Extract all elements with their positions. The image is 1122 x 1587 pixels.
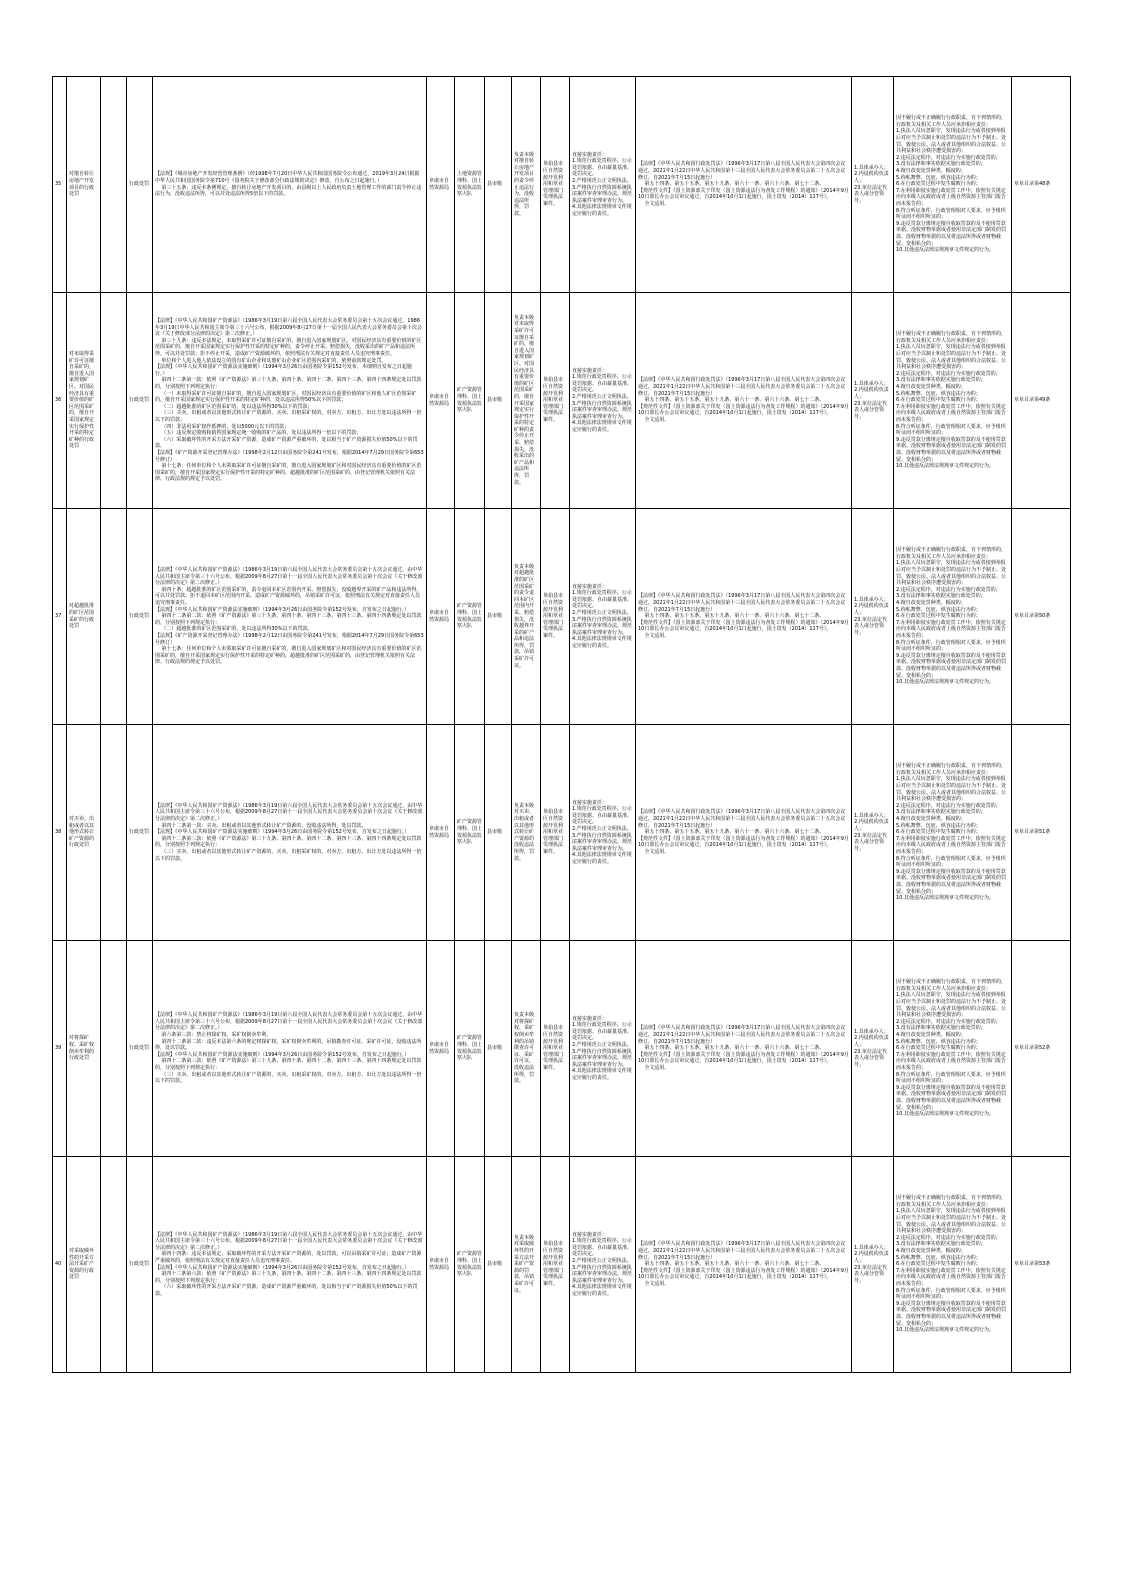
basis-text: 【法律】《中华人民共和国矿产资源法》（1986年3月19日第六届全国人民代表大会常务委员会第十五次会议通过，由中华人民共和国主席令第三十六号公布，根据2009年8月27日第十一届全国人民代表大会常务委员会第十次会议《关于修改部分法律的决定》第二次修正。） 第四十条：超越批准的矿区范围采矿的，责令退回本矿区范围内开采、赔偿损失，没收越界开采的矿产品和违法所得，可以并处罚款；拒不退回本矿区范围内开采，造成矿产资源破坏的，吊销采矿许可证，依照刑法有关规定对直接责任人员追究刑事责任。 【法规】《中华人民共和国矿产资源法实施细则》（1994年3月26日由国务院令第152号发布，自发布之日起施行。） 第四十二条第二款：依照《矿产资源法》第三十九条、第四十条、第四十二条、第四十三条、第四十四条规定处以罚款的，分别按照下列规定执行： （二）超越批准的矿区范围采矿的，处以违法所得30%以下的罚款。 【法规】《矿产资源开采登记管理办法》（1998年2月12日由国务院令第241号发布，根据2014年7月29日国务院令第653号修订） 第十七条：任何单位和个人未领取采矿许可证擅自采矿的，擅自进入国家规划矿区和对国民经济具有重要价值的矿区范围采矿的，擅自开采国家规定实行保护性开采的特定矿种的，超越批准的矿区范围采矿的，由登记管理机关依照有关法律、行政法规的规定予以处罚。 xyxy=(155,567,424,666)
sub-item-cell xyxy=(101,725,127,941)
item-name-cell xyxy=(67,941,101,1157)
name-text: 对采取破坏性的开采方法开采矿产资源的行政处罚 xyxy=(69,1248,95,1281)
org-text: 阜康市自然资源局 xyxy=(429,1041,450,1055)
coop-text: 垦拍县市区自然资源开发利用和草业管理部门受理执法案件。 xyxy=(543,593,564,639)
unit-text: 矿产资源管理科、国土资源执法监察大队 xyxy=(457,819,483,846)
level-cell xyxy=(485,509,512,725)
seq-cell xyxy=(53,725,67,941)
subject-cell xyxy=(852,509,894,725)
seq-cell xyxy=(53,1157,67,1373)
coop-cell xyxy=(541,293,570,509)
coop-text: 垦拍县市区自然资源开发利用和草业管理部门受理执法案件。 xyxy=(543,1241,564,1287)
org-text: 阜康市自然资源局 xyxy=(429,177,450,191)
level-cell xyxy=(485,725,512,941)
subject-text: 1.具体承办人； 2.内设机构负责人； 23.单位法定代表人或分管领导。 xyxy=(854,164,889,204)
basis-text: 【法规】《城市房地产开发经营管理条例》（经1998年7月20日中华人民共和国国务院令公布通过，2019年3月24日根据中华人民共和国国务院令第710号《国务院关于修改部分行政法规的决定》修改，自公布之日起施行。） 第三十五条：违反本条例规定，擅自转让房地产开发项目的，由县级以上人民政府负责土地管理工作的部门责令停止违法行为，没收违法所得，可以并处违法所得5倍以下的罚款。 xyxy=(155,171,422,198)
coop-cell xyxy=(541,941,570,1157)
accountability-cell xyxy=(894,1157,1012,1373)
subject-text: 1.具体承办人； 2.内设机构负责人； 23.单位法定代表人或分管领导。 xyxy=(854,380,889,420)
cond-text: 因不履行或不正确履行行政职责，有下列情形的，行政机关及相关工作人员应承担相应责任： 1.执法人员玩忽职守，发现违法行为或者接到举报后对应当予以制止和处罚的违法行为不予制止、处罚，致使公民、法人或者其他组织的合法权益、公共利益和社会秩序遭受损害的； 2.违反法定程序，对违法行为实施行政处罚的； 3.没有法律和事实依据实施行政处罚的； 4.擅自改变处罚种类、幅度的； 5.徇私舞弊、包庇、纵容违法行为的； 6.在行政处罚过程中发生腐败行为的； 7.在利用职权实施行政处罚工作中，依照有关规定应向本级人民政府或者上级自然资源主管部门报告而未报告的； 8.符合听证条件、行政管理相对人要求，应予组织听证而不组织听证的； 9.违反罚款分离规定擅自收取罚款的及不使用罚款单据、没收财物单据或者使用非法定部门制发的罚款、没收财物单据的以及将违法所得或者财物截留、变相私分的； 10.其他违反法律法规规章文件规定的行为。 xyxy=(896,1195,1007,1334)
org-text: 阜康市自然资源局 xyxy=(429,393,450,407)
org-cell xyxy=(427,77,455,293)
subject-cell xyxy=(852,941,894,1157)
duty-text: 直接实施责任： 1.规范行政处罚程序，公示处罚依据、自由裁量基准、处罚决定。 2.严格规范公正文明执法。 3.严格执行自然资源系统执法案件审查审理办法，规范执法案件审理审查行为。 4.其他法律法规规章文件规定应履行的责任。 xyxy=(572,151,633,217)
accountability-cell xyxy=(894,941,1012,1157)
duty-cell xyxy=(570,509,636,725)
unit-cell xyxy=(455,941,485,1157)
level-text: 县市级 xyxy=(487,1261,503,1268)
inner-flow-cell xyxy=(512,1157,541,1373)
level-cell xyxy=(485,941,512,1157)
item-name-cell xyxy=(67,293,101,509)
responsibility-basis-cell xyxy=(636,1157,852,1373)
law-text: 【法律】《中华人民共和国行政处罚法》（1996年3月17日第八届全国人民代表大会第四次会议通过，2021年1月22日中华人民共和国第十三届全国人民代表大会常务委员会第二十五次会议修订，自2021年7月15日起施行） 第五十四条、第五十五条、第五十九条、第六十一条、第六十六条、第七十二条。 【规范性文件】《国土资源部关于印发〈国土资源违法行为查处工作规程〉的通知》（2014年9月10日部长办公会议审议通过，自2014年10月1日起施行，国土资发（2014）117号）。 全文适用。 xyxy=(638,377,849,423)
subject-text: 1.具体承办人； 2.内设机构负责人； 23.单位法定代表人或分管领导。 xyxy=(854,1244,889,1284)
power-type-cell xyxy=(127,509,153,725)
table-row xyxy=(53,77,1071,293)
duty-cell xyxy=(570,77,636,293)
cond-text: 因不履行或不正确履行行政职责，有下列情形的，行政机关及相关工作人员应承担相应责任： 1.执法人员玩忽职守，发现违法行为或者接到举报后对应当予以制止和处罚的违法行为不予制止、处罚，致使公民、法人或者其他组织的合法权益、公共利益和社会秩序遭受损害的； 2.违反法定程序，对违法行为实施行政处罚的； 3.没有法律和事实依据实施行政处罚的； 4.擅自改变处罚种类、幅度的； 5.徇私舞弊、包庇、纵容违法行为的； 6.在行政处罚过程中发生腐败行为的； 7.在利用职权实施行政处罚工作中，依照有关规定应向本级人民政府或者上级自然资源主管部门报告而未报告的； 8.符合听证条件、行政管理相对人要求，应予组织听证而不组织听证的； 9.违反罚款分离规定擅自收取罚款的及不使用罚款单据、没收财物单据或者使用非法定部门制发的罚款、没收财物单据的以及将违法所得或者财物截留、变相私分的； 10.其他违反法律法规规章文件规定的行为。 xyxy=(896,979,1007,1118)
name-text: 对将探矿权、采矿权倒卖牟利的行政处罚 xyxy=(69,1035,95,1062)
duty-text: 直接实施责任： 1.规范行政处罚程序，公示处罚依据、自由裁量基准、处罚决定。 2.严格规范公正文明执法。 3.严格执行自然资源系统执法案件审查审理办法，规范执法案件审理审查行为。 4.其他法律法规规章文件规定应履行的责任。 xyxy=(572,1231,633,1297)
subject-text: 1.具体承办人； 2.内设机构负责人； 23.单位法定代表人或分管领导。 xyxy=(854,812,889,852)
note-text: 阜阜目录第50条 xyxy=(1014,613,1051,620)
legal-basis-cell xyxy=(153,293,427,509)
inner-flow-cell xyxy=(512,509,541,725)
org-cell xyxy=(427,941,455,1157)
unit-text: 土地资源管理科、国土资源执法监察大队 xyxy=(457,171,483,198)
power-type-cell xyxy=(127,77,153,293)
duty-cell xyxy=(570,941,636,1157)
org-text: 阜康市自然资源局 xyxy=(429,825,450,839)
accountability-cell xyxy=(894,509,1012,725)
type-text: 行政处罚 xyxy=(129,397,150,404)
power-list-table xyxy=(52,76,1071,1373)
inner-text: 负责本级对未取得采矿许可证擅自采矿的，擅自进入国家规划矿区、对国民经济具有重要价值的矿区范围采矿的，擅自开采国家规定实行保护性开采的特定矿种的责令停止开采、赔偿损失，没收采出的矿产品和违法所得，罚款。 xyxy=(514,314,535,486)
law-text: 【法律】《中华人民共和国行政处罚法》（1996年3月17日第八届全国人民代表大会第四次会议通过，2021年1月22日中华人民共和国第十三届全国人民代表大会常务委员会第二十五次会议修订，自2021年7月15日起施行） 第五十四条、第五十五条、第五十九条、第六十一条、第六十六条、第七十二条。 【规范性文件】《国土资源部关于印发〈国土资源违法行为查处工作规程〉的通知》（2014年9月10日部长办公会议审议通过，自2014年10月1日起施行，国土资发（2014）117号）。 全文适用。 xyxy=(638,1241,849,1287)
sub-item-cell xyxy=(101,509,127,725)
sub-item-cell xyxy=(101,293,127,509)
table-row xyxy=(53,941,1071,1157)
duty-cell xyxy=(570,1157,636,1373)
coop-cell xyxy=(541,725,570,941)
duty-cell xyxy=(570,293,636,509)
org-cell xyxy=(427,1157,455,1373)
coop-text: 垦拍县市区自然资源开发利用和草业管理部门受理执法案件。 xyxy=(543,809,564,855)
responsibility-basis-cell xyxy=(636,725,852,941)
subject-text: 1.具体承办人； 2.内设机构负责人； 23.单位法定代表人或分管领导。 xyxy=(854,596,889,636)
duty-text: 直接实施责任： 1.规范行政处罚程序，公示处罚依据、自由裁量基准、处罚决定。 2.严格规范公正文明执法。 3.严格执行自然资源系统执法案件审查审理办法，规范执法案件审理审查行为。 4.其他法律法规规章文件规定应履行的责任。 xyxy=(572,799,633,865)
law-text: 【法律】《中华人民共和国行政处罚法》（1996年3月17日第八届全国人民代表大会第四次会议通过，2021年1月22日中华人民共和国第十三届全国人民代表大会常务委员会第二十五次会议修订，自2021年7月15日起施行） 第五十四条、第五十五条、第五十九条、第六十一条、第六十六条、第七十二条。 【规范性文件】《国土资源部关于印发〈国土资源违法行为查处工作规程〉的通知》（2014年9月10日部长办公会议审议通过，自2014年10月1日起施行，国土资发（2014）117号）。 全文适用。 xyxy=(638,809,849,855)
sub-item-cell xyxy=(101,941,127,1157)
sub-item-cell xyxy=(101,77,127,293)
unit-text: 矿产资源管理科、国土资源执法监察大队 xyxy=(457,1251,483,1278)
table-row xyxy=(53,1157,1071,1373)
org-cell xyxy=(427,725,455,941)
seq-cell xyxy=(53,293,67,509)
basis-text: 【法律】《中华人民共和国矿产资源法》（1986年3月19日第六届全国人民代表大会常务委员会第十五次会议通过，1986年3月19日中华人民共和国主席令第三十六号公布，根据2009年8月27日第十一届全国人民代表大会常务委员会第十次会议《关于修改部分法律的决定》第二次修正。） 第三十九条：违反本法规定，未取得采矿许可证擅自采矿的，擅自进入国家规划矿区、对国民经济具有重要价值的矿区范围采矿的，擅自开采国家规定实行保护性开采的特定矿种的，责令停止开采、赔偿损失，没收采出的矿产品和违法所得，可以并处罚款；拒不停止开采，造成矿产资源破坏的，依照刑法有关规定对直接责任人员追究刑事责任。 单位和个人进入他人依法设立的国有矿山企业和其他矿山企业矿区范围内采矿的，依照前款规定处罚。 【法规】《中华人民共和国矿产资源法实施细则》（1994年3月26日由国务院令第152号发布，本细则自发布之日起施行。） 第四十二条第一款：依照《矿产资源法》第三十九条、第四十条、第四十二条、第四十三条、第四十四条规定处以罚款的，分别按照下列规定执行： （一）未取得采矿许可证擅自采矿的，擅自进入国家规划矿区、对国民经济具有重要价值的矿区和他人矿区范围采矿的，擅自开采国家规定实行保护性开采的特定矿种的，处以违法所得50%以下的罚款； （二）超越批准的矿区范围采矿的，处以违法所得30%以下的罚款； （三）买卖、出租或者以其他形式转让矿产资源的，买卖、出租采矿权的，对卖方、出租方、出让方处以违法所得一倍以下的罚款； （四）非法用采矿权作抵押的，处以5000元以下的罚款； （五）违反规定收购和销售国家规定统一收购的矿产品的，处以违法所得一倍以下的罚款； （六）采取破坏性的开采方法开采矿产资源，造成矿产资源严重破坏的，处以相当于矿产资源损失价值50%以下的罚款。 【法规】《矿产资源开采登记管理办法》（1998年2月12日由国务院令第241号发布，根据2014年7月29日国务院令第653号修订） 第十七条：任何单位和个人未领取采矿许可证擅自采矿的，擅自进入国家规划矿区和对国民经济具有重要价值的矿区范围采矿的，擅自开采国家规定实行保护性开采的特定矿种的，超越批准的矿区范围采矿的，由登记管理机关依照有关法律、行政法规的规定予以处罚。 xyxy=(155,318,424,483)
org-text: 阜康市自然资源局 xyxy=(429,609,450,623)
seq-cell xyxy=(53,941,67,1157)
sub-item-cell xyxy=(101,1157,127,1373)
accountability-cell xyxy=(894,77,1012,293)
coop-text: 垦拍县市区自然资源开发利用和草业管理部门受理执法案件。 xyxy=(543,377,564,423)
level-cell xyxy=(485,77,512,293)
inner-flow-cell xyxy=(512,293,541,509)
org-cell xyxy=(427,509,455,725)
responsibility-basis-cell xyxy=(636,293,852,509)
inner-text: 负责本级对超越批准的矿区范围采矿的责令退回本矿区范围内开采、赔偿损失，没收越界开采的矿产品和违法所得，罚款，吊销采矿许可证。 xyxy=(514,563,535,669)
note-cell xyxy=(1012,725,1071,941)
cond-text: 因不履行或不正确履行行政职责，有下列情形的，行政机关及相关工作人员应承担相应责任： 1.执法人员玩忽职守，发现违法行为或者接到举报后对应当予以制止和处罚的违法行为不予制止、处罚，致使公民、法人或者其他组织的合法权益、公共利益和社会秩序遭受损害的； 2.违反法定程序，对违法行为实施行政处罚的； 3.没有法律和事实依据实施行政处罚的； 4.擅自改变处罚种类、幅度的； 5.徇私舞弊、包庇、纵容违法行为的； 6.在行政处罚过程中发生腐败行为的； 7.在利用职权实施行政处罚工作中，依照有关规定应向本级人民政府或者上级自然资源主管部门报告而未报告的； 8.符合听证条件、行政管理相对人要求，应予组织听证而不组织听证的； 9.违反罚款分离规定擅自收取罚款的及不使用罚款单据、没收财物单据或者使用非法定部门制发的罚款、没收财物单据的以及将违法所得或者财物截留、变相私分的； 10.其他违反法律法规规章文件规定的行为。 xyxy=(896,763,1007,902)
subject-cell xyxy=(852,77,894,293)
note-text: 阜阜目录第52条 xyxy=(1014,1045,1051,1052)
subject-cell xyxy=(852,725,894,941)
responsibility-basis-cell xyxy=(636,941,852,1157)
legal-basis-cell xyxy=(153,725,427,941)
duty-cell xyxy=(570,725,636,941)
seq-cell xyxy=(53,509,67,725)
duty-text: 直接实施责任： 1.规范行政处罚程序，公示处罚依据、自由裁量基准、处罚决定。 2.严格规范公正文明执法。 3.严格执行自然资源系统执法案件审查审理办法，规范执法案件审理审查行为。 4.其他法律法规规章文件规定应履行的责任。 xyxy=(572,583,633,649)
name-text: 对擅自转让房地产开发项目的行政处罚 xyxy=(69,171,95,198)
org-text: 阜康市自然资源局 xyxy=(429,1257,450,1271)
seq-text: 35 xyxy=(55,181,62,188)
cond-text: 因不履行或不正确履行行政职责，有下列情形的，行政机关及相关工作人员应承担相应责任： 1.执法人员玩忽职守，发现违法行为或者接到举报后对应当予以制止和处罚的违法行为不予制止、处罚，致使公民、法人或者其他组织的合法权益、公共利益和社会秩序遭受损害的； 2.违反法定程序，对违法行为实施行政处罚的； 3.没有法律和事实依据实施行政处罚的； 4.擅自改变处罚种类、幅度的； 5.徇私舞弊、包庇、纵容违法行为的； 6.在行政处罚过程中发生腐败行为的； 7.在利用职权实施行政处罚工作中，依照有关规定应向本级人民政府或者上级自然资源主管部门报告而未报告的； 8.符合听证条件、行政管理相对人要求，应予组织听证而不组织听证的； 9.违反罚款分离规定擅自收取罚款的及不使用罚款单据、没收财物单据或者使用非法定部门制发的罚款、没收财物单据的以及将违法所得或者财物截留、变相私分的； 10.其他违反法律法规规章文件规定的行为。 xyxy=(896,331,1007,470)
level-text: 县市级 xyxy=(487,397,503,404)
org-cell xyxy=(427,293,455,509)
coop-cell xyxy=(541,1157,570,1373)
level-text: 县市级 xyxy=(487,1045,503,1052)
power-type-cell xyxy=(127,293,153,509)
legal-basis-cell xyxy=(153,941,427,1157)
cond-text: 因不履行或不正确履行行政职责，有下列情形的，行政机关及相关工作人员应承担相应责任： 1.执法人员玩忽职守，发现违法行为或者接到举报后对应当予以制止和处罚的违法行为不予制止、处罚，致使公民、法人或者其他组织的合法权益、公共利益和社会秩序遭受损害的； 2.违反法定程序，对违法行为实施行政处罚的； 3.没有法律和事实依据实施行政处罚的； 4.擅自改变处罚种类、幅度的； 5.徇私舞弊、包庇、纵容违法行为的； 6.在行政处罚过程中发生腐败行为的； 7.在利用职权实施行政处罚工作中，依照有关规定应向本级人民政府或者上级自然资源主管部门报告而未报告的； 8.符合听证条件、行政管理相对人要求，应予组织听证而不组织听证的； 9.违反罚款分离规定擅自收取罚款的及不使用罚款单据、没收财物单据或者使用非法定部门制发的罚款、没收财物单据的以及将违法所得或者财物截留、变相私分的； 10.其他违反法律法规规章文件规定的行为。 xyxy=(896,115,1007,254)
name-text: 对买卖、出租或者以其他形式转让矿产资源的行政处罚 xyxy=(69,816,95,849)
responsibility-basis-cell xyxy=(636,509,852,725)
inner-text: 负责本级对将探矿权、采矿权倒卖牟利的吊销勘查许可证、采矿许可证，没收违法所得，罚款。 xyxy=(514,1012,535,1085)
note-cell xyxy=(1012,1157,1071,1373)
legal-basis-cell xyxy=(153,77,427,293)
seq-text: 38 xyxy=(55,829,62,836)
table-row xyxy=(53,509,1071,725)
coop-text: 垦拍县市区自然资源开发利用和草业管理部门受理执法案件。 xyxy=(543,1025,564,1071)
coop-cell xyxy=(541,77,570,293)
item-name-cell xyxy=(67,1157,101,1373)
legal-basis-cell xyxy=(153,509,427,725)
unit-cell xyxy=(455,725,485,941)
accountability-cell xyxy=(894,725,1012,941)
law-text: 【法律】《中华人民共和国行政处罚法》（1996年3月17日第八届全国人民代表大会第四次会议通过，2021年1月22日中华人民共和国第十三届全国人民代表大会常务委员会第二十五次会议修订，自2021年7月15日起施行） 第五十四条、第五十五条、第五十九条、第六十一条、第六十六条、第七十二条。 【规范性文件】《国土资源部关于印发〈国土资源违法行为查处工作规程〉的通知》（2014年9月10日部长办公会议审议通过，自2014年10月1日起施行，国土资发（2014）117号）。 全文适用。 xyxy=(638,1025,849,1071)
note-cell xyxy=(1012,509,1071,725)
type-text: 行政处罚 xyxy=(129,181,150,188)
seq-cell xyxy=(53,77,67,293)
item-name-cell xyxy=(67,77,101,293)
inner-text: 负责本级对买卖、出租或者以其他形式转让矿产资源的没收违法所得，罚款。 xyxy=(514,802,535,862)
power-type-cell xyxy=(127,1157,153,1373)
inner-text: 负责本级对擅自转让房地产开发项目的责令停止违法行为，没收违法所得，罚款。 xyxy=(514,151,535,217)
note-cell xyxy=(1012,77,1071,293)
name-text: 对未取得采矿许可证擅自采矿的，擅自进入国家规划矿区、对国民经济具有重要价值的矿区范围采矿的，擅自开采国家规定实行保护性开采的特定矿种的行政处罚 xyxy=(69,351,95,450)
seq-text: 39 xyxy=(55,1045,62,1052)
basis-text: 【法律】《中华人民共和国矿产资源法》（1986年3月19日第六届全国人民代表大会常务委员会第十五次会议通过，由中华人民共和国主席令第三十六号公布，根据2009年8月27日第十一届全国人民代表大会常务委员会第十次会议《关于修改部分法律的决定》第二次修正。） 第四十二条第一款：买卖、出租或者以其他形式转让矿产资源的，没收违法所得，处以罚款。 【法规】《中华人民共和国矿产资源法实施细则》（1994年3月26日由国务院令第152号发布，自发布之日起施行。） 第四十二条第三款：依照《矿产资源法》第三十九条、第四十条、第四十二条、第四十三条、第四十四条规定处以罚款的，分别按照下列规定执行： （三）买卖、出租或者以其他形式转让矿产资源的，买卖、出租采矿权的，对卖方、出租方、出让方处以违法所得一倍以下的罚款。 xyxy=(155,802,423,862)
item-name-cell xyxy=(67,509,101,725)
unit-text: 矿产资源管理科、国土资源执法监察大队 xyxy=(457,1035,483,1062)
legal-basis-cell xyxy=(153,1157,427,1373)
note-cell xyxy=(1012,941,1071,1157)
accountability-cell xyxy=(894,293,1012,509)
cond-text: 因不履行或不正确履行行政职责，有下列情形的，行政机关及相关工作人员应承担相应责任： 1.执法人员玩忽职守，发现违法行为或者接到举报后对应当予以制止和处罚的违法行为不予制止、处罚，致使公民、法人或者其他组织的合法权益、公共利益和社会秩序遭受损害的； 2.违反法定程序，对违法行为实施行政处罚的； 3.没有法律和事实依据实施行政处罚的； 4.擅自改变处罚种类、幅度的； 5.徇私舞弊、包庇、纵容违法行为的； 6.在行政处罚过程中发生腐败行为的； 7.在利用职权实施行政处罚工作中，依照有关规定应向本级人民政府或者上级自然资源主管部门报告而未报告的； 8.符合听证条件、行政管理相对人要求，应予组织听证而不组织听证的； 9.违反罚款分离规定擅自收取罚款的及不使用罚款单据、没收财物单据或者使用非法定部门制发的罚款、没收财物单据的以及将违法所得或者财物截留、变相私分的； 10.其他违反法律法规规章文件规定的行为。 xyxy=(896,547,1007,686)
subject-cell xyxy=(852,1157,894,1373)
unit-text: 矿产资源管理科、国土资源执法监察大队 xyxy=(457,387,483,414)
coop-cell xyxy=(541,509,570,725)
power-type-cell xyxy=(127,941,153,1157)
basis-text: 【法律】《中华人民共和国矿产资源法》（1986年3月19日第六届全国人民代表大会常务委员会第十五次会议通过，由中华人民共和国主席令第三十六号公布，根据2009年8月27日第十一届全国人民代表大会常务委员会第十次会议《关于修改部分法律的决定》第二次修正。） 第六条第三款：禁止将探矿权、采矿权倒卖牟利。 第四十二条第二款：违反本法第六条的规定将探矿权、采矿权倒卖牟利的，吊销勘查许可证、采矿许可证，没收违法所得，处以罚款。 【法规】《中华人民共和国矿产资源法实施细则》（1994年3月26日由国务院令第152号发布，自发布之日起施行。） 第四十二条第三款：依照《矿产资源法》第三十九条、第四十条、第四十二条、第四十三条、第四十四条规定处以罚款的，分别按照下列规定执行： （三）买卖、出租或者以其他形式转让矿产资源的，买卖、出租采矿权的，对卖方、出租方、出让方处以违法所得一倍以下的罚款。 xyxy=(155,1012,423,1085)
type-text: 行政处罚 xyxy=(129,1045,150,1052)
power-type-cell xyxy=(127,725,153,941)
level-cell xyxy=(485,293,512,509)
duty-text: 直接实施责任： 1.规范行政处罚程序，公示处罚依据、自由裁量基准、处罚决定。 2.严格规范公正文明执法。 3.严格执行自然资源系统执法案件审查审理办法，规范执法案件审理审查行为。 4.其他法律法规规章文件规定应履行的责任。 xyxy=(572,1015,633,1081)
subject-cell xyxy=(852,293,894,509)
note-text: 阜阜目录第51条 xyxy=(1014,829,1051,836)
law-text: 【法律】《中华人民共和国行政处罚法》（1996年3月17日第八届全国人民代表大会第四次会议通过，2021年1月22日中华人民共和国第十三届全国人民代表大会常务委员会第二十五次会议修订，自2021年7月15日起施行） 第五十四条、第五十五条、第五十九条、第六十一条、第六十六条、第七十二条。 【规范性文件】《国土资源部关于印发〈国土资源违法行为查处工作规程〉的通知》（2014年9月10日部长办公会议审议通过，自2014年10月1日起施行，国土资发（2014）117号）。 全文适用。 xyxy=(638,161,849,207)
unit-cell xyxy=(455,509,485,725)
note-text: 阜阜目录第53条 xyxy=(1014,1261,1051,1268)
seq-text: 37 xyxy=(55,613,62,620)
table-row xyxy=(53,293,1071,509)
unit-cell xyxy=(455,1157,485,1373)
level-text: 县市级 xyxy=(487,829,503,836)
type-text: 行政处罚 xyxy=(129,1261,150,1268)
subject-text: 1.具体承办人； 2.内设机构负责人； 23.单位法定代表人或分管领导。 xyxy=(854,1028,889,1068)
table-row xyxy=(53,725,1071,941)
duty-text: 直接实施责任： 1.规范行政处罚程序，公示处罚依据、自由裁量基准、处罚决定。 2.严格规范公正文明执法。 3.严格执行自然资源系统执法案件审查审理办法，规范执法案件审理审查行为。 4.其他法律法规规章文件规定应履行的责任。 xyxy=(572,367,633,433)
note-text: 阜阜目录第48条 xyxy=(1014,181,1051,188)
level-text: 县市级 xyxy=(487,181,503,188)
law-text: 【法律】《中华人民共和国行政处罚法》（1996年3月17日第八届全国人民代表大会第四次会议通过，2021年1月22日中华人民共和国第十三届全国人民代表大会常务委员会第二十五次会议修订，自2021年7月15日起施行） 第五十四条、第五十五条、第五十九条、第六十一条、第六十六条、第七十二条。 【规范性文件】《国土资源部关于印发〈国土资源违法行为查处工作规程〉的通知》（2014年9月10日部长办公会议审议通过，自2014年10月1日起施行，国土资发（2014）117号）。 全文适用。 xyxy=(638,593,849,639)
level-cell xyxy=(485,1157,512,1373)
seq-text: 36 xyxy=(55,397,62,404)
responsibility-basis-cell xyxy=(636,77,852,293)
unit-cell xyxy=(455,77,485,293)
seq-text: 40 xyxy=(55,1261,62,1268)
note-text: 阜阜目录第49条 xyxy=(1014,397,1051,404)
name-text: 对超越批准的矿区范围采矿的行政处罚 xyxy=(69,603,95,630)
inner-flow-cell xyxy=(512,941,541,1157)
basis-text: 【法律】《中华人民共和国矿产资源法》（1986年3月19日第六届全国人民代表大会常务委员会第十五次会议通过，由中华人民共和国主席令第三十六号公布，根据2009年8月27日第十一届全国人民代表大会常务委员会第十次会议《关于修改部分法律的决定》第二次修正。） 第四十四条：违反本法规定，采取破坏性的开采方法开采矿产资源的，处以罚款，可以吊销采矿许可证；造成矿产资源严重破坏的，依照刑法有关规定对直接责任人员追究刑事责任。 【法规】《中华人民共和国矿产资源法实施细则》（1994年3月26日由国务院令第152号发布，自发布之日起施行。） 第四十二条第六款：依照《矿产资源法》第三十九条、第四十条、第四十二条、第四十三条、第四十四条规定处以罚款的，分别按照下列规定执行： （六）采取破坏性的开采方法开采矿产资源，造成矿产资源严重破坏的，处以相当于矿产资源损失价值50%以下的罚款。 xyxy=(155,1231,423,1297)
type-text: 行政处罚 xyxy=(129,829,150,836)
inner-text: 负责本级对采取破坏性的开采方法开采矿产资源的罚款，吊销采矿许可证。 xyxy=(514,1234,535,1294)
unit-cell xyxy=(455,293,485,509)
note-cell xyxy=(1012,293,1071,509)
type-text: 行政处罚 xyxy=(129,613,150,620)
inner-flow-cell xyxy=(512,725,541,941)
inner-flow-cell xyxy=(512,77,541,293)
unit-text: 矿产资源管理科、国土资源执法监察大队 xyxy=(457,603,483,630)
coop-text: 垦拍县市区自然资源开发利用和草业管理部门受理执法案件。 xyxy=(543,161,564,207)
item-name-cell xyxy=(67,725,101,941)
level-text: 县市级 xyxy=(487,613,503,620)
